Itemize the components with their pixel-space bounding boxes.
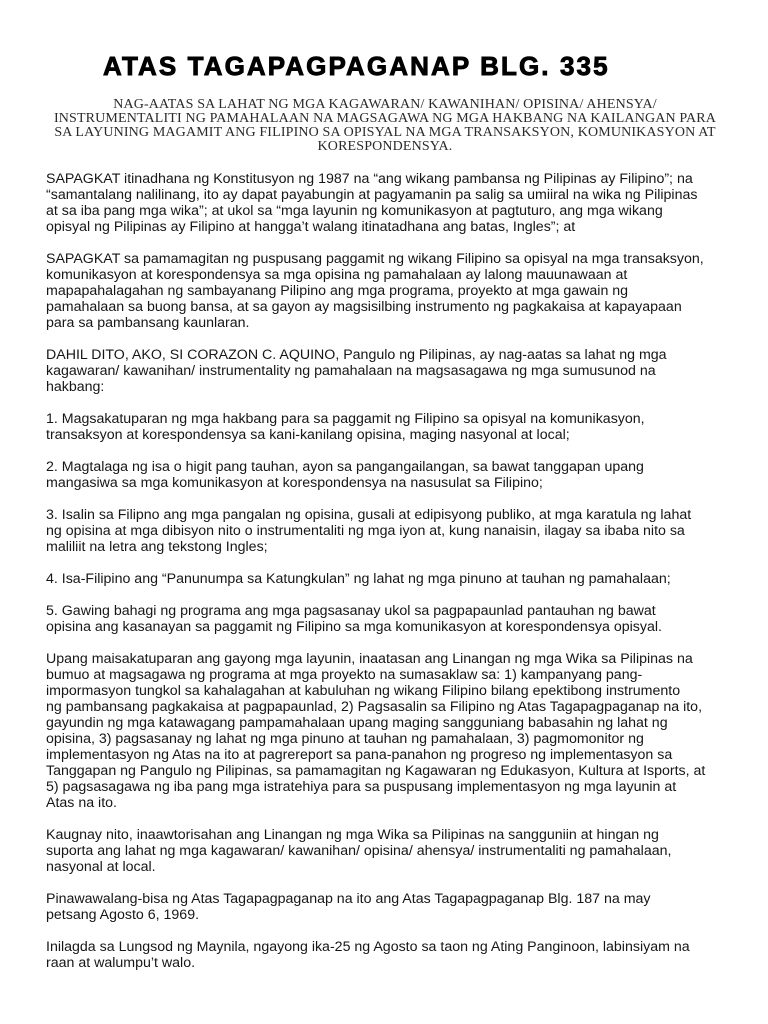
text-line: kagawaran/ kawanihan/ instrumentality ng pamahalaan na magsasagawa ng mga sumusunod na bbox=[46, 363, 656, 379]
text-line: Upang maisakatuparan ang gayong mga layunin, inaatasan ang Linangan ng mga Wika sa Pilipinas na bbox=[46, 651, 693, 667]
text-line: opisina ang kasanayan sa paggamit ng Filipino sa mga komunikasyon at korespondensya opisyal. bbox=[46, 619, 662, 635]
text-line: 5) pagsasagawa ng iba pang mga istratehiya para sa puspusang implementasyon ng mga layunin at bbox=[46, 779, 677, 795]
directive-1 bbox=[46, 411, 746, 443]
subtitle-line: KORESPONDENSYA. bbox=[317, 139, 453, 154]
text-line: mapapahalagahan ng sambayanang Pilipino ang mga programa, proyekto at mga gawain ng bbox=[46, 283, 629, 299]
signing-paragraph bbox=[46, 939, 746, 971]
document-body bbox=[46, 171, 746, 987]
repeal-paragraph bbox=[46, 891, 746, 923]
text-line: komunikasyon at korespondensya sa mga opisina ng pamahalaan ay lalong mauunawaan at bbox=[46, 267, 628, 283]
implementation-paragraph bbox=[46, 651, 746, 811]
document-subtitle bbox=[46, 98, 724, 154]
text-line: hakbang: bbox=[46, 379, 105, 395]
text-line: ng pambansang pagkakaisa at pagpapaunlad, 2) Pagsasalin sa Filipino ng Atas Tagapagpaganap na ito, bbox=[46, 699, 703, 715]
text-line: suporta ang lahat ng mga kagawaran/ kawanihan/ opisina/ ahensya/ instrumentaliti ng pamahalaan, bbox=[46, 843, 672, 859]
directive-5 bbox=[46, 603, 746, 635]
document-title: ATAS TAGAPAGPAGANAP BLG. 335 bbox=[103, 51, 610, 81]
text-line: raan at walumpu’t walo. bbox=[46, 955, 196, 971]
text-line: opisina, 3) pagsasanay ng lahat ng mga pinuno at tauhan ng pamahalaan, 3) pagmomonitor ng bbox=[46, 731, 644, 747]
text-line: 1. Magsakatuparan ng mga hakbang para sa paggamit ng Filipino sa opisyal na komunikasyon, bbox=[46, 411, 645, 427]
text-line: 4. Isa-Filipino ang “Panunumpa sa Katungkulan” ng lahat ng mga pinuno at tauhan ng pamahalaan; bbox=[46, 571, 671, 587]
text-line: “samantalang nalilinang, ito ay dapat payabungin at pagyamanin pa salig sa umiiral na wika ng Pilipinas bbox=[46, 187, 698, 203]
text-line: petsang Agosto 6, 1969. bbox=[46, 907, 200, 923]
text-line: Inilagda sa Lungsod ng Maynila, ngayong ika-25 ng Agosto sa taon ng Ating Panginoon, labinsiyam na bbox=[46, 939, 690, 955]
text-line: Tanggapan ng Pangulo ng Pilipinas, sa pamamagitan ng Kagawaran ng Edukasyon, Kultura at Isports, at bbox=[46, 763, 706, 779]
subtitle-line: INSTRUMENTALITI NG PAMAHALAAN NA MAGSAGAWA NG MGA HAKBANG NA KAILANGAN PARA bbox=[53, 111, 717, 126]
directive-3 bbox=[46, 507, 746, 555]
whereas-clause-2 bbox=[46, 251, 746, 331]
text-line: ng opisina at mga dibisyon nito o instrumentaliti ng mga iyon at, kung nanaisin, ilagay sa ibaba nito sa bbox=[46, 523, 685, 539]
whereas-clause-1 bbox=[46, 171, 746, 235]
directive-4 bbox=[46, 571, 746, 587]
text-line: mangasiwa sa mga komunikasyon at korespondensya na nasusulat sa Filipino; bbox=[46, 475, 543, 491]
subtitle-line: NAG-AATAS SA LAHAT NG MGA KAGAWARAN/ KAWANIHAN/ OPISINA/ AHENSYA/ bbox=[113, 97, 657, 112]
text-line: nasyonal at local. bbox=[46, 859, 156, 875]
text-line: SAPAGKAT itinadhana ng Konstitusyon ng 1987 na “ang wikang pambansa ng Pilipinas ay Filipino”; na bbox=[46, 171, 693, 187]
authorization-paragraph bbox=[46, 827, 746, 875]
text-line: bumuo at magsagawa ng programa at mga proyekto na sumasaklaw sa: 1) kampanyang pang- bbox=[46, 667, 643, 683]
text-line: SAPAGKAT sa pamamagitan ng puspusang paggamit ng wikang Filipino sa opisyal na mga transaksyon, bbox=[46, 251, 704, 267]
text-line: Atas na ito. bbox=[46, 795, 117, 811]
text-line: pamahalaan sa buong bansa, at sa gayon ay magsisilbing instrumento ng pagkakaisa at kapayapaan bbox=[46, 299, 682, 315]
directive-2 bbox=[46, 459, 746, 491]
text-line: at sa iba pang mga wika”; at ukol sa “mga layunin ng komunikasyon at pagtuturo, ang mga wikang bbox=[46, 203, 663, 219]
order-clause bbox=[46, 347, 746, 395]
text-line: impormasyon tungkol sa kahalagahan at kabuluhan ng wikang Filipino bilang epektibong instrumento bbox=[46, 683, 681, 699]
subtitle-line: SA LAYUNING MAGAMIT ANG FILIPINO SA OPISYAL NA MGA TRANSAKSYON, KOMUNIKASYON AT bbox=[54, 125, 716, 140]
text-line: 5. Gawing bahagi ng programa ang mga pagsasanay ukol sa pagpapaunlad pantauhan ng bawat bbox=[46, 603, 656, 619]
text-line: transaksyon at korespondensya sa kani-kanilang opisina, maging nasyonal at local; bbox=[46, 427, 570, 443]
text-line: Kaugnay nito, inaawtorisahan ang Linangan ng mga Wika sa Pilipinas na sangguniin at hingan ng bbox=[46, 827, 659, 843]
text-line: opisyal ng Pilipinas ay Filipino at hangga’t walang itinatadhana ang batas, Ingles”; at bbox=[46, 219, 576, 235]
text-line: para sa pambansang kaunlaran. bbox=[46, 315, 250, 331]
text-line: implementasyon ng Atas na ito at pagrereport sa pana-panahon ng progreso ng implementasyon sa bbox=[46, 747, 673, 763]
text-line: Pinawawalang-bisa ng Atas Tagapagpaganap na ito ang Atas Tagapagpaganap Blg. 187 na may bbox=[46, 891, 651, 907]
text-line: 2. Magtalaga ng isa o higit pang tauhan, ayon sa pangangailangan, sa bawat tanggapan upang bbox=[46, 459, 644, 475]
text-line: maliliit na letra ang tekstong Ingles; bbox=[46, 539, 268, 555]
text-line: DAHIL DITO, AKO, SI CORAZON C. AQUINO, Pangulo ng Pilipinas, ay nag-aatas sa lahat ng mga bbox=[46, 347, 667, 363]
text-line: gayundin ng mga katawagang pampamahalaan upang maging sangguniang babasahin ng lahat ng bbox=[46, 715, 668, 731]
text-line: 3. Isalin sa Filipno ang mga pangalan ng opisina, gusali at edipisyong publiko, at mga karatula ng lahat bbox=[46, 507, 692, 523]
